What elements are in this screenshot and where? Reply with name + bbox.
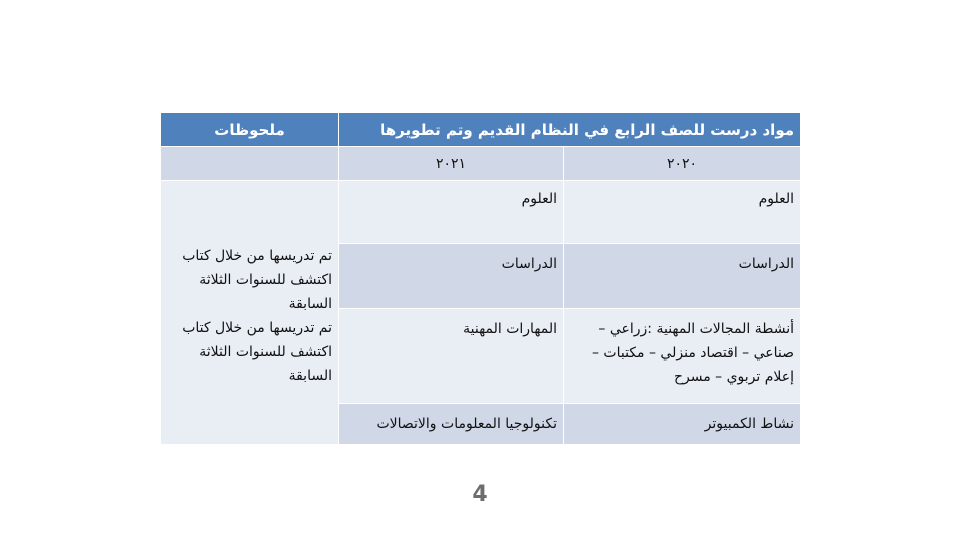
new-subject-cell: تكنولوجيا المعلومات والاتصالات	[339, 404, 564, 445]
years-row	[161, 147, 801, 181]
note-text: تم تدريسها من خلال كتاب اكتشف للسنوات الثلاثة السابقة	[182, 247, 332, 312]
table-row	[161, 181, 801, 244]
notes-cell	[161, 181, 339, 445]
new-subject-cell: العلوم	[339, 181, 564, 244]
year-old-cell: ٢٠٢٠	[564, 147, 801, 181]
note-text: تم تدريسها من خلال كتاب اكتشف للسنوات الثلاثة السابقة	[182, 319, 332, 384]
old-subject-cell: نشاط الكمبيوتر	[564, 404, 801, 445]
old-subject-cell: الدراسات	[564, 244, 801, 309]
year-notes-cell	[161, 147, 339, 181]
notes-header: ملحوظات	[161, 113, 339, 147]
old-subject-cell: العلوم	[564, 181, 801, 244]
page-number: 4	[472, 482, 488, 507]
old-subject-cell: أنشطة المجالات المهنية :زراعي – صناعي – اقتصاد منزلي – مكتبات – إعلام تربوي – مسرح	[564, 309, 801, 404]
new-subject-cell: المهارات المهنية	[339, 309, 564, 404]
subjects-table	[160, 112, 801, 445]
year-new-cell: ٢٠٢١	[339, 147, 564, 181]
subjects-header: مواد درست للصف الرابع في النظام القديم وتم تطويرها	[339, 113, 801, 147]
new-subject-cell: الدراسات	[339, 244, 564, 309]
table-header-row	[161, 113, 801, 147]
